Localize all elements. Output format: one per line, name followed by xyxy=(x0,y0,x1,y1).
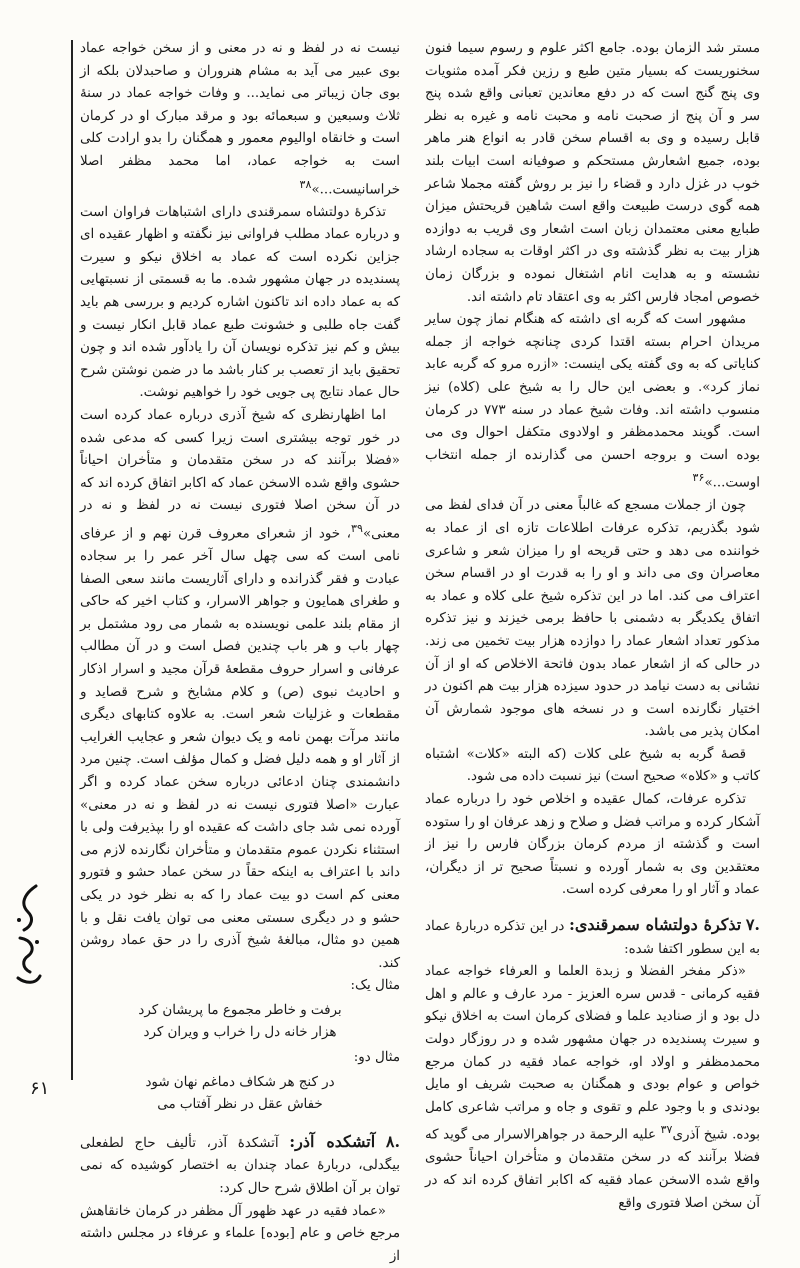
section-heading-7 xyxy=(425,914,760,961)
poem-example-1 xyxy=(80,1000,400,1045)
example-label: مثال دو: xyxy=(353,1050,400,1066)
footnote-ref: ۳۶ xyxy=(692,471,705,485)
kerman-logo-icon xyxy=(10,880,46,990)
paragraph: مستر شد الزمان بوده. جامع اکثر علوم و رسوم سیما فنون سخنوریست که بسیار متین طبع و رزین فکر آمده مثنویات وی پنج گنج است که در دفع معاندین تعبانی واقع شده پنج سر و آن پنج از صحبت نامه و محبت نامه و غیره به نظر قابل رسیده و وی به اقسام سخن قادر به انواع هنر ماهر بوده، جمیع اشعارش مستحکم و صوفیانه است ابیات بلند خوب در غزل دارد و قضاء را نیز بر روش گفته مجملا شاعر همه گوی درست طبیعت واقع است شاهین قریحتش میزان طبایع معنی معتمدان زبان است اشعار وی قریب به دوازده هزار بیت به نظر گذشته وی در اکثر اوقات به سجاده ارشاد نشسته و به هدایت انام اشتغال نموده و بزرگان زمان خصوص امجاد فارس اکثر به وی اعتقاد تام داشته اند. xyxy=(425,41,760,305)
section-title: تذکرهٔ دولتشاه سمرقندی: xyxy=(568,915,742,935)
section-intro: در این تذکره دربارهٔ عماد به این سطور اکتفا شده: xyxy=(425,919,760,957)
paragraph: تذکره عرفات، کمال عقیده و اخلاص خود را درباره عماد آشکار کرده و مراتب فضل و صلاح و زهد عرفان او را ستوده است و گذشته از مردم کرمان بزرگان فارس را نیز از معتقدین وی به شمار آورده و نسبتاً صحیح تر از دیگران، عماد و آثار او را معرفی کرده است. xyxy=(425,792,760,898)
paragraph-text: ، خود از شعرای معروف قرن نهم و از عرفای نامی است که سی چهل سال آخر عمر را بر سجاده عبادت و فقر گذرانده و دارای آثاریست مانند سعی الصفا و طغرای همایون و جواهر الاسرار، و کتاب اخیر که حاکی از مقام بلند علمی نویسنده به شمار می رود مشتمل بر چهار باب و هر باب چندین فصل است و در آن مطالب عرفانی و اسرار حروف مقطعهٔ قرآن مجید و اسرار اذکار و احادیث نبوی (ص) و کلام مشایخ و شرح قصاید و مقطعات و غزلیات شعر است. به علاوه کتابهای دیگری مانند مرآت بهمن نامه و یک دیوان شعر و عجایب الغرایب از آثار او و همه دلیل فضل و کمال مؤلف است. چنین مرد دانشمندی چنان ادعائی درباره سخن عماد کرده و اگر عبارت «اصلا فتوری نیست نه در لفظ و نه در معنی» آورده نمی شد جای داشت که عقیده او را بپذیرفت ولی با استثناء نکردن عموم متقدمان و متأخران نگارنده لازم می داند با اعتراف به اینکه حقاً در سخن عماد حشو و فتورو معنی کم است دو بیت عماد را که به نظر خود در یکی حشو و در دیگری سستی معنی می توان یافت نقل و با همین دو مثال، مبالغهٔ شیخ آذری را در حق عماد روشن کند. xyxy=(80,526,400,971)
poem-line: در کنج هر شکاف دماغم نهان شود xyxy=(145,1074,335,1090)
page-number: ۶۱ xyxy=(30,1078,50,1099)
footnote-ref: ۳۸ xyxy=(299,177,312,191)
paragraph: تذکرهٔ دولتشاه سمرقندی دارای اشتباهات فراوان است و درباره عماد مطلب فراوانی نیز نگفته و اظهار عقیده ای جزاین نکرده است که عماد به اخلاق نیکو و سیرت پسندیده در جهان مشهور شده. ما به قسمتی از نسبتهایی که به عماد داده اند تاکنون اشاره کردیم و بررسی هم باید گفت جاه طلبی و خشونت طبع عماد قابل انکار نیست و بیش و کم نیز تذکره نویسان آن را یادآور شده اند و چون تحقیق باید از تعصب بر کنار باشد ما در ضمن نوشتن شرح حال عماد نتایج پی جویی خود را خواهیم نوشت. xyxy=(80,204,400,401)
right-column xyxy=(425,38,760,1211)
paragraph: «عماد فقیه در عهد ظهور آل مظفر در کرمان خانقاهش مرجع خاص و عام [بوده] علماء و عرفاء در مجلس داشته از xyxy=(80,1203,400,1264)
section-number: .۷ xyxy=(745,915,760,935)
section-heading-8 xyxy=(80,1131,400,1201)
paragraph: چون از جملات مسجع که غالباً معنی در آن فدای لفظ می شود بگذریم، تذکره عرفات اطلاعات تازه ای از عماد به خواننده می دهد و حتی قریحه او را میزان شعر و شاعری معاصران وی می داند و او را به قدرت او در اقسام سخن اعتراف می کند. اما در این تذکره شیخ علی کلاه و عماد به اتفاق یکدیگر به دشمنی با حافظ برمی خیزند و نیز تذکره مذکور تعداد اشعار عماد را دوازده هزار بیت تخمین می زند. در حالی که از اشعار عماد بدون فاتحة الاخلاص که او از آن نشانی به دست نیامد در حدود سیزده هزار بیت هم اکنون در اختیار نگارنده است و در نسخه های موجود شمارش آن امکان پذیر می باشد. xyxy=(425,498,760,740)
section-title: آتشکده آذر: xyxy=(289,1131,376,1151)
poem-line: خفاش عقل در نظر آفتاب می xyxy=(157,1097,323,1113)
paragraph xyxy=(80,38,400,202)
left-column xyxy=(80,38,401,1264)
column-rule xyxy=(71,40,73,1080)
paragraph xyxy=(425,961,760,1215)
paragraph: قصهٔ گربه به شیخ علی کلات (که البته «کلات» اشتباه کاتب و «کلاه» صحیح است) نیز نسبت داده می شود. xyxy=(425,746,760,785)
example-label: مثال یک: xyxy=(350,978,400,994)
paragraph-text: مشهور است که گربه ای داشته که هنگام نماز چون سایر مریدان احرام بسته اقتدا کردی چنانچه خواجه از جمله کنایاتی که به وی گفته یکی اینست: «ازره مرو که گربه عابد نماز کرد». و بعضی این حال را به شیخ علی (کلاه) نیز منسوب داشته اند. وفات شیخ عماد در سنه ۷۷۳ در کرمان است. گویند محمدمظفر و اولادوی متکفل احوال وی می بوده است و بروجه احسن می گذارنده از جمله انتخاب اوست...» xyxy=(425,312,760,491)
poem-example-2 xyxy=(80,1072,400,1117)
paragraph xyxy=(80,405,400,975)
paragraph-text: نیست نه در لفظ و نه در معنی و از سخن خواجه عماد بوی عبیر می آید به مشام هنروران و صاحبدلان بلکه از بوی جان زیباتر می نماید... و وفات خواجه عماد در سنهٔ ثلاث وسبعین و سبعمائه بود و مرقد مبارک او در کرمان است و خانقاه اوالیوم معمور و همگنان را بدو ارادت کلی است به خواجه عماد، اما محمد مظفر اصلا خراسانیست...» xyxy=(80,41,400,198)
footnote-ref: ۳۹ xyxy=(350,521,363,535)
poem-line: برفت و خاطر مجموع ما پریشان کرد xyxy=(138,1002,342,1018)
section-intro: آتشکدهٔ آذر، تألیف حاج لطفعلی بیگدلی، دربارهٔ عماد چندان به اختصار کوشیده که نمی توان بر آن اطلاق شرح حال کرد: xyxy=(80,1135,400,1197)
section-number: .۸ xyxy=(385,1131,401,1151)
paragraph-text: اما اظهارنظری که شیخ آذری درباره عماد کرده است در خور توجه بیشتری است زیرا کسی که مدعی شده «فضلا برآنند که در سخن متقدمان و متأخران احیاناً حشوی واقع شده الاسخن عماد که اکابر اتفاق کرده اند که در آن سخن اصلا فتوری نیست نه در لفظ و نه در معنی» xyxy=(80,407,400,542)
poem-line: هزار خانه دل را خراب و ویران کرد xyxy=(143,1025,337,1041)
paragraph-text: «ذکر مفخر الفضلا و زبدة العلما و العرفاء خواجه عماد فقیه کرمانی - قدس سره العزیز - مرد عارف و عالم و اهل دل بود و از صنادید علما و فضلای کرمان است به اخلاق نیکو و سیرت پسندیده در جهان مشهور شده و در روزگار دولت محمدمظفر و اولاد او، خواجه عماد فقیه در کمان مرجع خواص و عوام بودی و همگنان به صحبت شریف او مایل بودندی و با وجود علم و تقوی و جاه و مراتب شاعری کامل بوده. شیخ آذری xyxy=(425,964,760,1143)
footnote-ref: ۳۷ xyxy=(660,1123,673,1137)
paragraph-text: علیه الرحمة در جواهرالاسرار می گوید که فضلا برآنند که در سخن متقدمان و متأخران احیاناً حشوی واقع شده الاسخن عماد فقیه که اکابر اتفاق کرده اند که در آن سخن اصلا فتوری واقع xyxy=(425,1127,760,1211)
paragraph xyxy=(425,309,760,495)
